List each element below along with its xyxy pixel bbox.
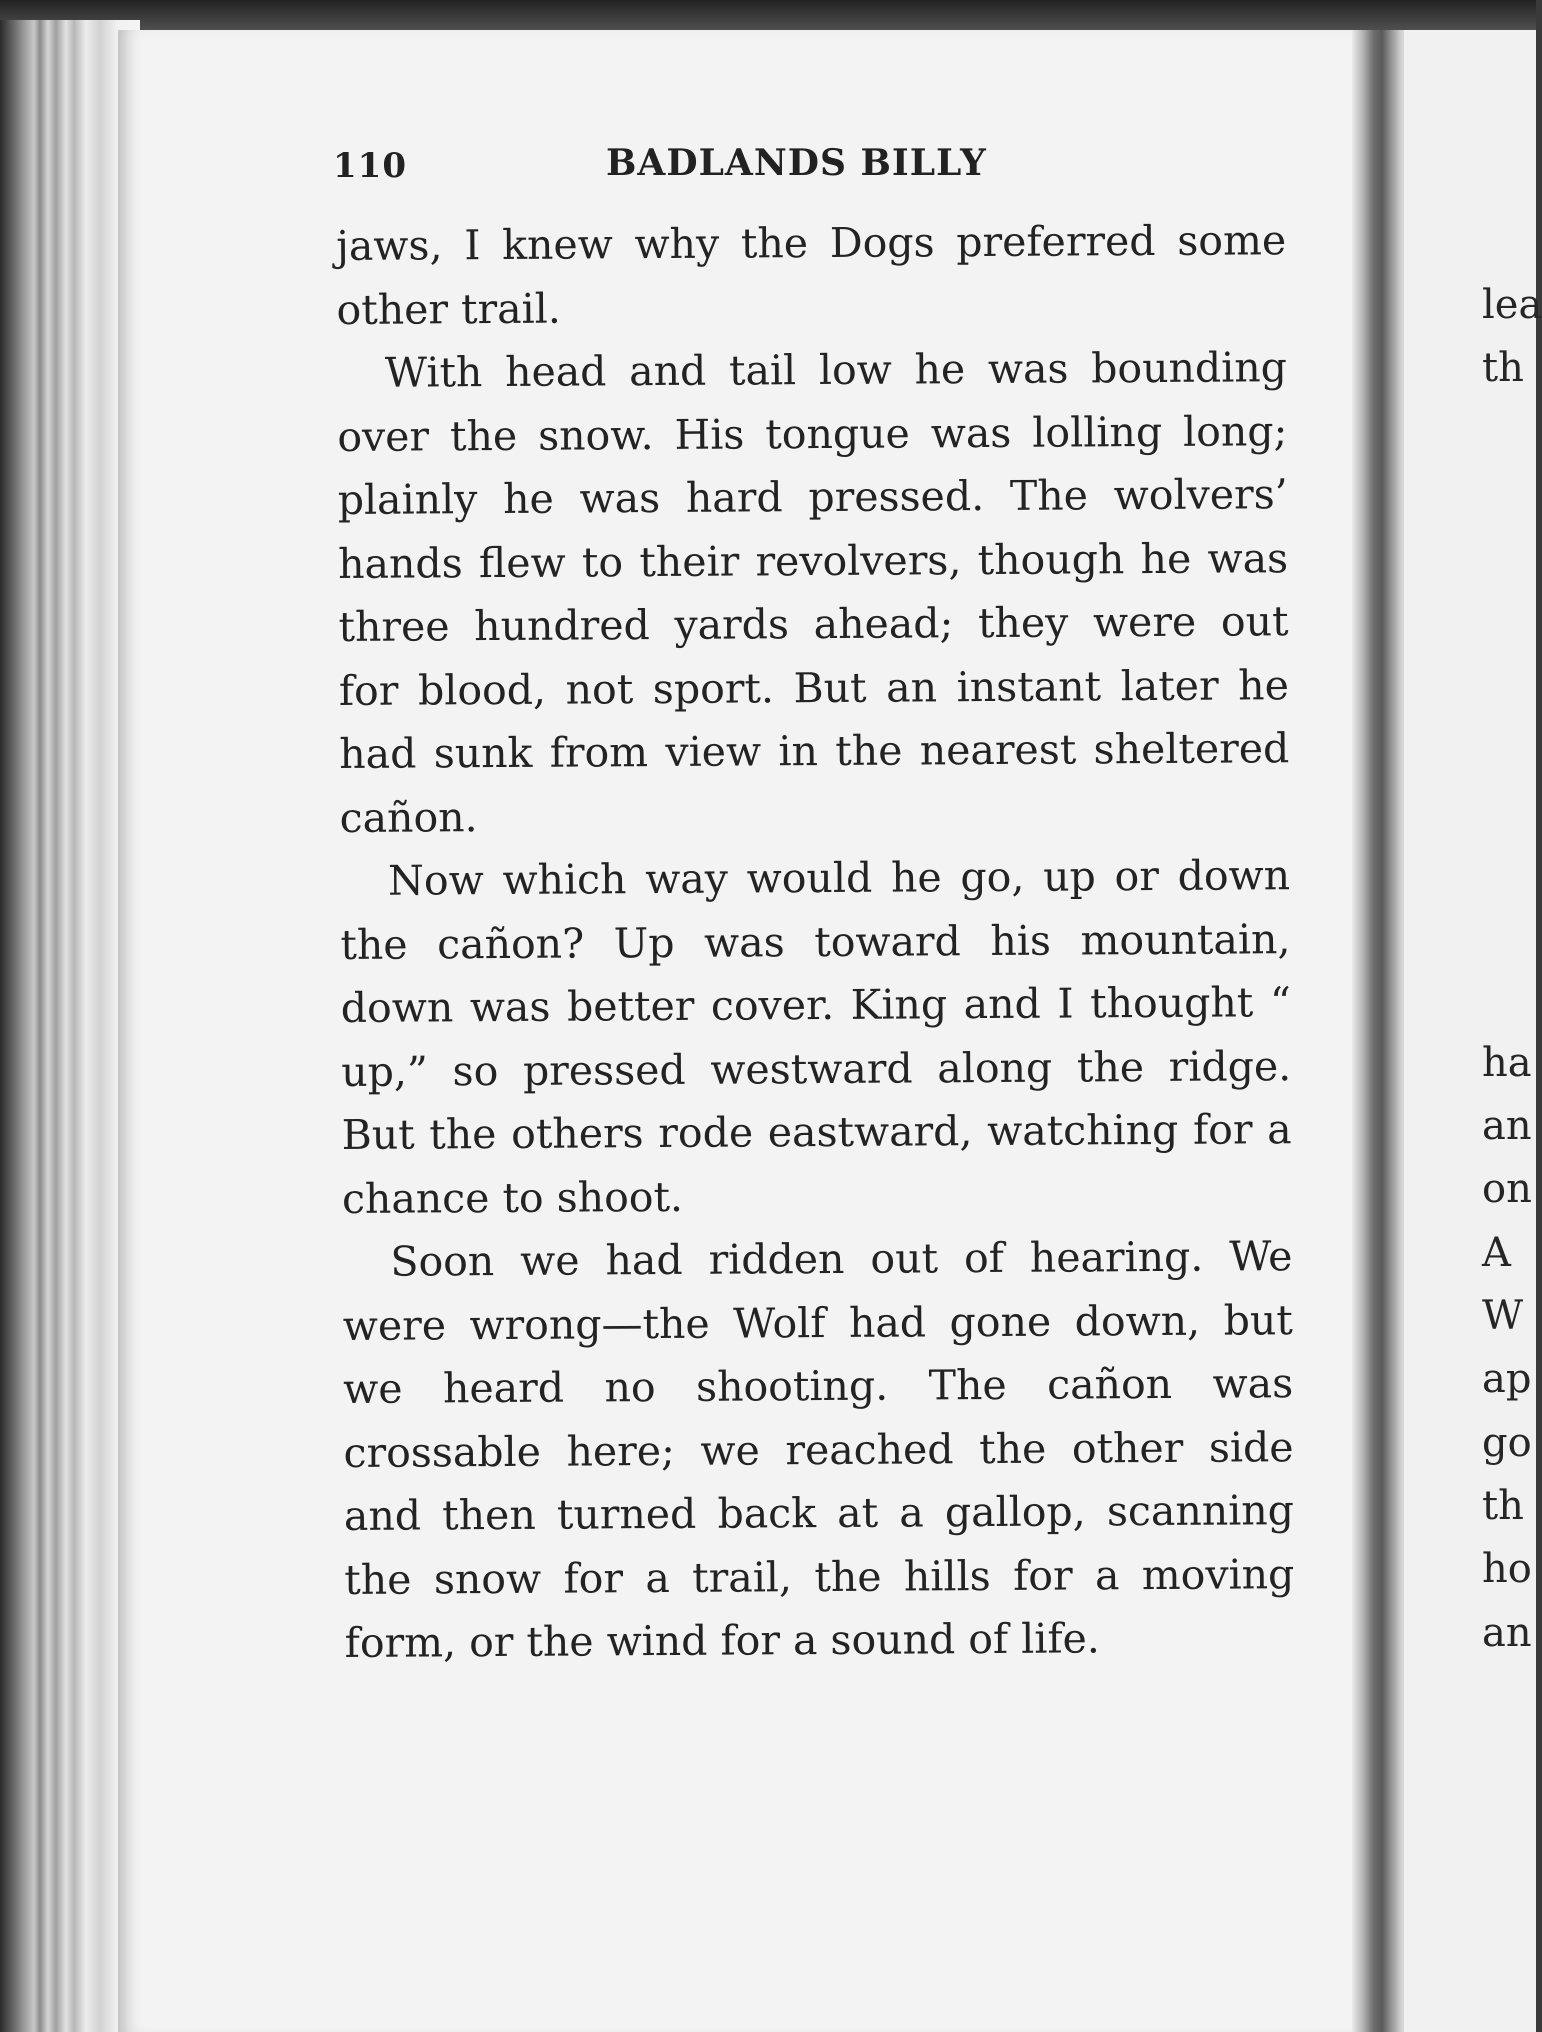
facing-line: W	[1482, 1293, 1524, 1339]
facing-line: ho	[1482, 1546, 1532, 1592]
facing-line: A	[1482, 1230, 1511, 1276]
facing-line: on	[1482, 1166, 1532, 1212]
facing-line: an	[1482, 1610, 1532, 1656]
facing-line: th	[1482, 345, 1524, 391]
running-head	[0, 138, 1536, 198]
book-gutter	[1352, 30, 1404, 2032]
facing-line: ap	[1482, 1356, 1532, 1402]
paragraph: Soon we had ridden out of hearing. We were wrong—the Wolf had gone down, but we heard no shooting. The cañon was crossable here; we reached the other side and then turned back at a gallop, scanning the snow for a trail, the hills for a moving form, or the wind for a sound of life.	[342, 1232, 1295, 1667]
facing-line: lea	[1482, 282, 1542, 328]
right-page	[1404, 30, 1536, 2032]
facing-line: th	[1482, 1483, 1524, 1529]
paragraph: jaws, I knew why the Dogs preferred some other trail.	[336, 216, 1287, 334]
book-top-edge	[0, 0, 1536, 34]
facing-line: an	[1482, 1103, 1532, 1149]
paragraph: Now which way would he go, up or down the cañon? Up was toward his mountain, down was better cover. King and I thought “ up,” so pressed westward along the ridge. But the others rode eastward, watching for a chance to shoot.	[340, 851, 1292, 1223]
facing-line: go	[1482, 1420, 1532, 1466]
page-number: 110	[333, 146, 407, 186]
book-title: BADLANDS BILLY	[606, 142, 987, 184]
facing-line: ha	[1482, 1040, 1532, 1086]
body-text	[336, 209, 1295, 1675]
paragraph: With head and tail low he was bounding over the snow. His tongue was lolling long; plainly he was hard pressed. The wolvers’ hands flew to their revolvers, though he was three hundred yards ahead; they were out for blood, not sport. But an instant later he had sunk from view in the nearest sheltered cañon.	[337, 343, 1290, 842]
